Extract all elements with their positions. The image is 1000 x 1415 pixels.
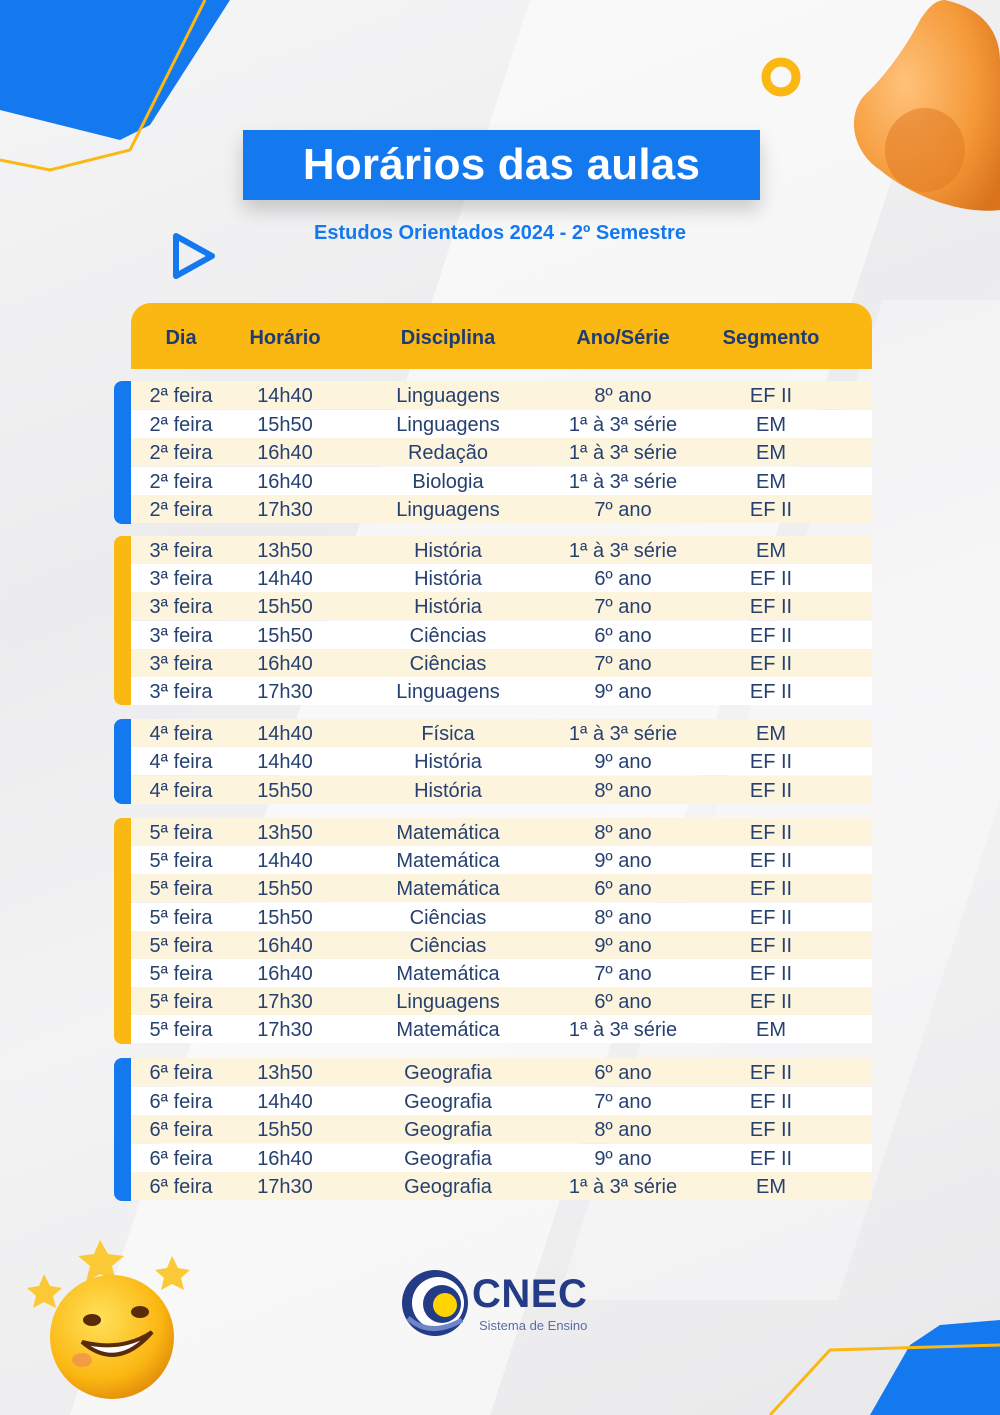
cell-horario: 13h50: [257, 1062, 313, 1084]
cell-horario: 14h40: [257, 1090, 313, 1113]
cell-ano-serie: 6º ano: [594, 624, 652, 647]
cell-segmento: EF II: [749, 751, 793, 774]
cell-dia: 6ª feira: [149, 1119, 213, 1141]
day-group: [114, 381, 872, 524]
table-row: [131, 1172, 872, 1200]
cell-horario: 17h30: [257, 1176, 313, 1198]
cell-dia: 3ª feira: [149, 624, 213, 647]
cell-ano-serie: 7º ano: [594, 596, 652, 619]
cell-segmento: EF II: [749, 906, 793, 929]
ring-icon: [760, 56, 802, 98]
cell-dia: 5ª feira: [149, 934, 213, 957]
cell-disciplina: História: [414, 751, 482, 774]
table-row: [131, 677, 872, 705]
cell-dia: 2ª feira: [149, 442, 213, 464]
logo-wordmark: CNEC: [472, 1272, 588, 1316]
cell-disciplina: Geografia: [404, 1062, 492, 1084]
table-row: [131, 495, 872, 523]
cell-horario: 13h50: [257, 540, 313, 562]
cell-disciplina: História: [414, 540, 482, 562]
cell-segmento: EF II: [749, 850, 793, 873]
cell-dia: 6ª feira: [149, 1147, 213, 1170]
cell-disciplina: Matemática: [396, 878, 500, 901]
cell-dia: 3ª feira: [149, 568, 213, 591]
cell-ano-serie: 8º ano: [594, 1119, 652, 1141]
cell-disciplina: História: [414, 568, 482, 591]
cell-horario: 15h50: [257, 624, 313, 647]
table-row: [131, 1087, 872, 1115]
cell-segmento: EM: [756, 540, 786, 562]
cell-ano-serie: 8º ano: [594, 822, 652, 844]
cell-disciplina: Linguagens: [396, 385, 500, 407]
cell-ano-serie: 1ª à 3ª série: [568, 1176, 678, 1198]
table-header: [131, 303, 872, 369]
cell-segmento: EM: [756, 1176, 786, 1198]
cell-ano-serie: 9º ano: [594, 751, 652, 774]
cell-dia: 5ª feira: [149, 822, 213, 844]
cell-ano-serie: 7º ano: [594, 963, 652, 985]
cell-ano-serie: 6º ano: [594, 568, 652, 591]
cell-horario: 15h50: [257, 596, 313, 619]
cell-segmento: EF II: [749, 652, 793, 675]
cell-dia: 5ª feira: [149, 1019, 213, 1042]
cell-horario: 14h40: [257, 751, 313, 774]
table-row: [131, 536, 872, 564]
cell-disciplina: Ciências: [409, 652, 487, 675]
table-row: [131, 931, 872, 959]
cell-segmento: EF II: [749, 822, 793, 844]
cell-dia: 6ª feira: [149, 1176, 213, 1198]
cell-disciplina: Geografia: [404, 1119, 492, 1141]
cell-segmento: EM: [756, 1019, 786, 1042]
cell-dia: 3ª feira: [149, 540, 213, 562]
cnec-logo: [400, 1268, 600, 1338]
cell-horario: 16h40: [257, 442, 313, 464]
table-row: [131, 564, 872, 592]
cell-disciplina: Física: [421, 723, 475, 745]
cell-dia: 3ª feira: [149, 681, 213, 703]
corner-shape-top-left: [0, 0, 240, 180]
table-row: [131, 1115, 872, 1143]
cell-horario: 16h40: [257, 470, 313, 493]
cell-dia: 2ª feira: [149, 413, 213, 436]
page-subtitle: Estudos Orientados 2024 - 2º Semestre: [314, 222, 686, 244]
table-row: [131, 818, 872, 846]
table-row: [131, 1144, 872, 1172]
table-row: [131, 776, 872, 804]
day-group: [114, 818, 872, 1044]
cell-horario: 15h50: [257, 906, 313, 929]
cell-segmento: EF II: [749, 779, 793, 802]
cell-ano-serie: 6º ano: [594, 1062, 652, 1084]
table-row: [131, 410, 872, 438]
cell-ano-serie: 1ª à 3ª série: [568, 1019, 678, 1042]
cell-disciplina: História: [414, 779, 482, 802]
cell-segmento: EF II: [749, 1062, 793, 1084]
day-group-marker: [114, 381, 131, 524]
cell-horario: 17h30: [257, 681, 313, 703]
cell-dia: 4ª feira: [149, 779, 213, 802]
cell-ano-serie: 9º ano: [594, 850, 652, 873]
cell-disciplina: Geografia: [404, 1090, 492, 1113]
cell-dia: 2ª feira: [149, 499, 213, 521]
cell-horario: 14h40: [257, 723, 313, 745]
title-banner: [243, 130, 760, 200]
cell-disciplina: Linguagens: [396, 499, 500, 521]
day-group-marker: [114, 536, 131, 705]
cell-disciplina: História: [414, 596, 482, 619]
cell-horario: 14h40: [257, 385, 313, 407]
cell-disciplina: Matemática: [396, 963, 500, 985]
cell-dia: 4ª feira: [149, 751, 213, 774]
cell-horario: 14h40: [257, 850, 313, 873]
cell-segmento: EF II: [749, 499, 793, 521]
column-header-segmento: Segmento: [722, 327, 820, 349]
table-row: [131, 1058, 872, 1086]
cell-dia: 2ª feira: [149, 470, 213, 493]
cell-disciplina: Geografia: [404, 1176, 492, 1198]
cell-horario: 15h50: [257, 779, 313, 802]
cell-segmento: EF II: [749, 681, 793, 703]
day-group: [114, 536, 872, 705]
cell-segmento: EM: [756, 442, 786, 464]
cell-segmento: EF II: [749, 624, 793, 647]
table-row: [131, 649, 872, 677]
cell-dia: 6ª feira: [149, 1062, 213, 1084]
column-header-ano-serie: Ano/Série: [576, 327, 670, 349]
table-row: [131, 438, 872, 466]
table-row: [131, 959, 872, 987]
column-header-horario: Horário: [249, 327, 321, 349]
cell-disciplina: Redação: [407, 442, 489, 464]
cell-horario: 15h50: [257, 1119, 313, 1141]
cell-disciplina: Ciências: [409, 624, 487, 647]
cell-ano-serie: 1ª à 3ª série: [568, 413, 678, 436]
corner-shape-bottom-right: [760, 1320, 1000, 1415]
cell-segmento: EM: [756, 413, 786, 436]
cell-ano-serie: 7º ano: [594, 652, 652, 675]
day-group-marker: [114, 719, 131, 804]
cell-ano-serie: 9º ano: [594, 681, 652, 703]
cell-segmento: EF II: [749, 385, 793, 407]
cell-dia: 5ª feira: [149, 878, 213, 901]
cell-ano-serie: 8º ano: [594, 906, 652, 929]
cell-segmento: EF II: [749, 1119, 793, 1141]
cell-horario: 16h40: [257, 963, 313, 985]
cell-disciplina: Ciências: [409, 906, 487, 929]
cell-ano-serie: 1ª à 3ª série: [568, 442, 678, 464]
table-row: [131, 592, 872, 620]
table-row: [131, 874, 872, 902]
cell-horario: 16h40: [257, 1147, 313, 1170]
table-row: [131, 846, 872, 874]
cell-segmento: EM: [756, 470, 786, 493]
cell-ano-serie: 9º ano: [594, 1147, 652, 1170]
cell-ano-serie: 8º ano: [594, 385, 652, 407]
table-row: [131, 381, 872, 409]
cell-horario: 15h50: [257, 878, 313, 901]
cell-ano-serie: 7º ano: [594, 1090, 652, 1113]
day-group: [114, 719, 872, 804]
cell-horario: 16h40: [257, 934, 313, 957]
cell-segmento: EF II: [749, 1090, 793, 1113]
cell-disciplina: Geografia: [404, 1147, 492, 1170]
cell-dia: 4ª feira: [149, 723, 213, 745]
cell-ano-serie: 1ª à 3ª série: [568, 470, 678, 493]
logo-tagline: Sistema de Ensino: [479, 1318, 588, 1333]
cell-ano-serie: 1ª à 3ª série: [568, 723, 678, 745]
cell-disciplina: Biologia: [412, 470, 484, 493]
cell-segmento: EF II: [749, 963, 793, 985]
day-group: [114, 1058, 872, 1201]
cell-horario: 17h30: [257, 991, 313, 1014]
cell-ano-serie: 7º ano: [594, 499, 652, 521]
cell-ano-serie: 8º ano: [594, 779, 652, 802]
cell-disciplina: Matemática: [396, 1019, 500, 1042]
cell-horario: 17h30: [257, 1019, 313, 1042]
cell-segmento: EF II: [749, 596, 793, 619]
table-row: [131, 467, 872, 495]
cell-segmento: EM: [756, 723, 786, 745]
cell-dia: 5ª feira: [149, 850, 213, 873]
cell-disciplina: Matemática: [396, 850, 500, 873]
cell-ano-serie: 9º ano: [594, 934, 652, 957]
table-row: [131, 719, 872, 747]
cell-dia: 5ª feira: [149, 906, 213, 929]
table-row: [131, 621, 872, 649]
cell-segmento: EF II: [749, 934, 793, 957]
table-row: [131, 1015, 872, 1043]
cell-dia: 2ª feira: [149, 385, 213, 407]
cell-horario: 17h30: [257, 499, 313, 521]
smiley-emoji-icon: [22, 1232, 192, 1402]
cell-disciplina: Linguagens: [396, 991, 500, 1014]
cell-dia: 6ª feira: [149, 1090, 213, 1113]
cell-ano-serie: 6º ano: [594, 878, 652, 901]
cell-dia: 5ª feira: [149, 963, 213, 985]
cell-horario: 14h40: [257, 568, 313, 591]
table-row: [131, 987, 872, 1015]
day-group-marker: [114, 818, 131, 1044]
cell-segmento: EF II: [749, 991, 793, 1014]
table-row: [131, 747, 872, 775]
page-title: Horários das aulas: [302, 140, 701, 189]
cell-ano-serie: 6º ano: [594, 991, 652, 1014]
bell-icon: [850, 0, 1000, 215]
cell-horario: 15h50: [257, 413, 313, 436]
cell-disciplina: Linguagens: [396, 413, 500, 436]
cell-ano-serie: 1ª à 3ª série: [568, 540, 678, 562]
table-row: [131, 903, 872, 931]
cell-disciplina: Matemática: [396, 822, 500, 844]
cell-horario: 16h40: [257, 652, 313, 675]
cell-horario: 13h50: [257, 822, 313, 844]
cell-dia: 3ª feira: [149, 652, 213, 675]
cnec-logo-mark: [400, 1268, 470, 1338]
column-header-disciplina: Disciplina: [400, 327, 496, 349]
day-group-marker: [114, 1058, 131, 1201]
cell-segmento: EF II: [749, 1147, 793, 1170]
cell-segmento: EF II: [749, 568, 793, 591]
cell-disciplina: Linguagens: [396, 681, 500, 703]
cell-dia: 5ª feira: [149, 991, 213, 1014]
column-header-dia: Dia: [165, 327, 197, 349]
cell-segmento: EF II: [749, 878, 793, 901]
cell-disciplina: Ciências: [409, 934, 487, 957]
cell-dia: 3ª feira: [149, 596, 213, 619]
